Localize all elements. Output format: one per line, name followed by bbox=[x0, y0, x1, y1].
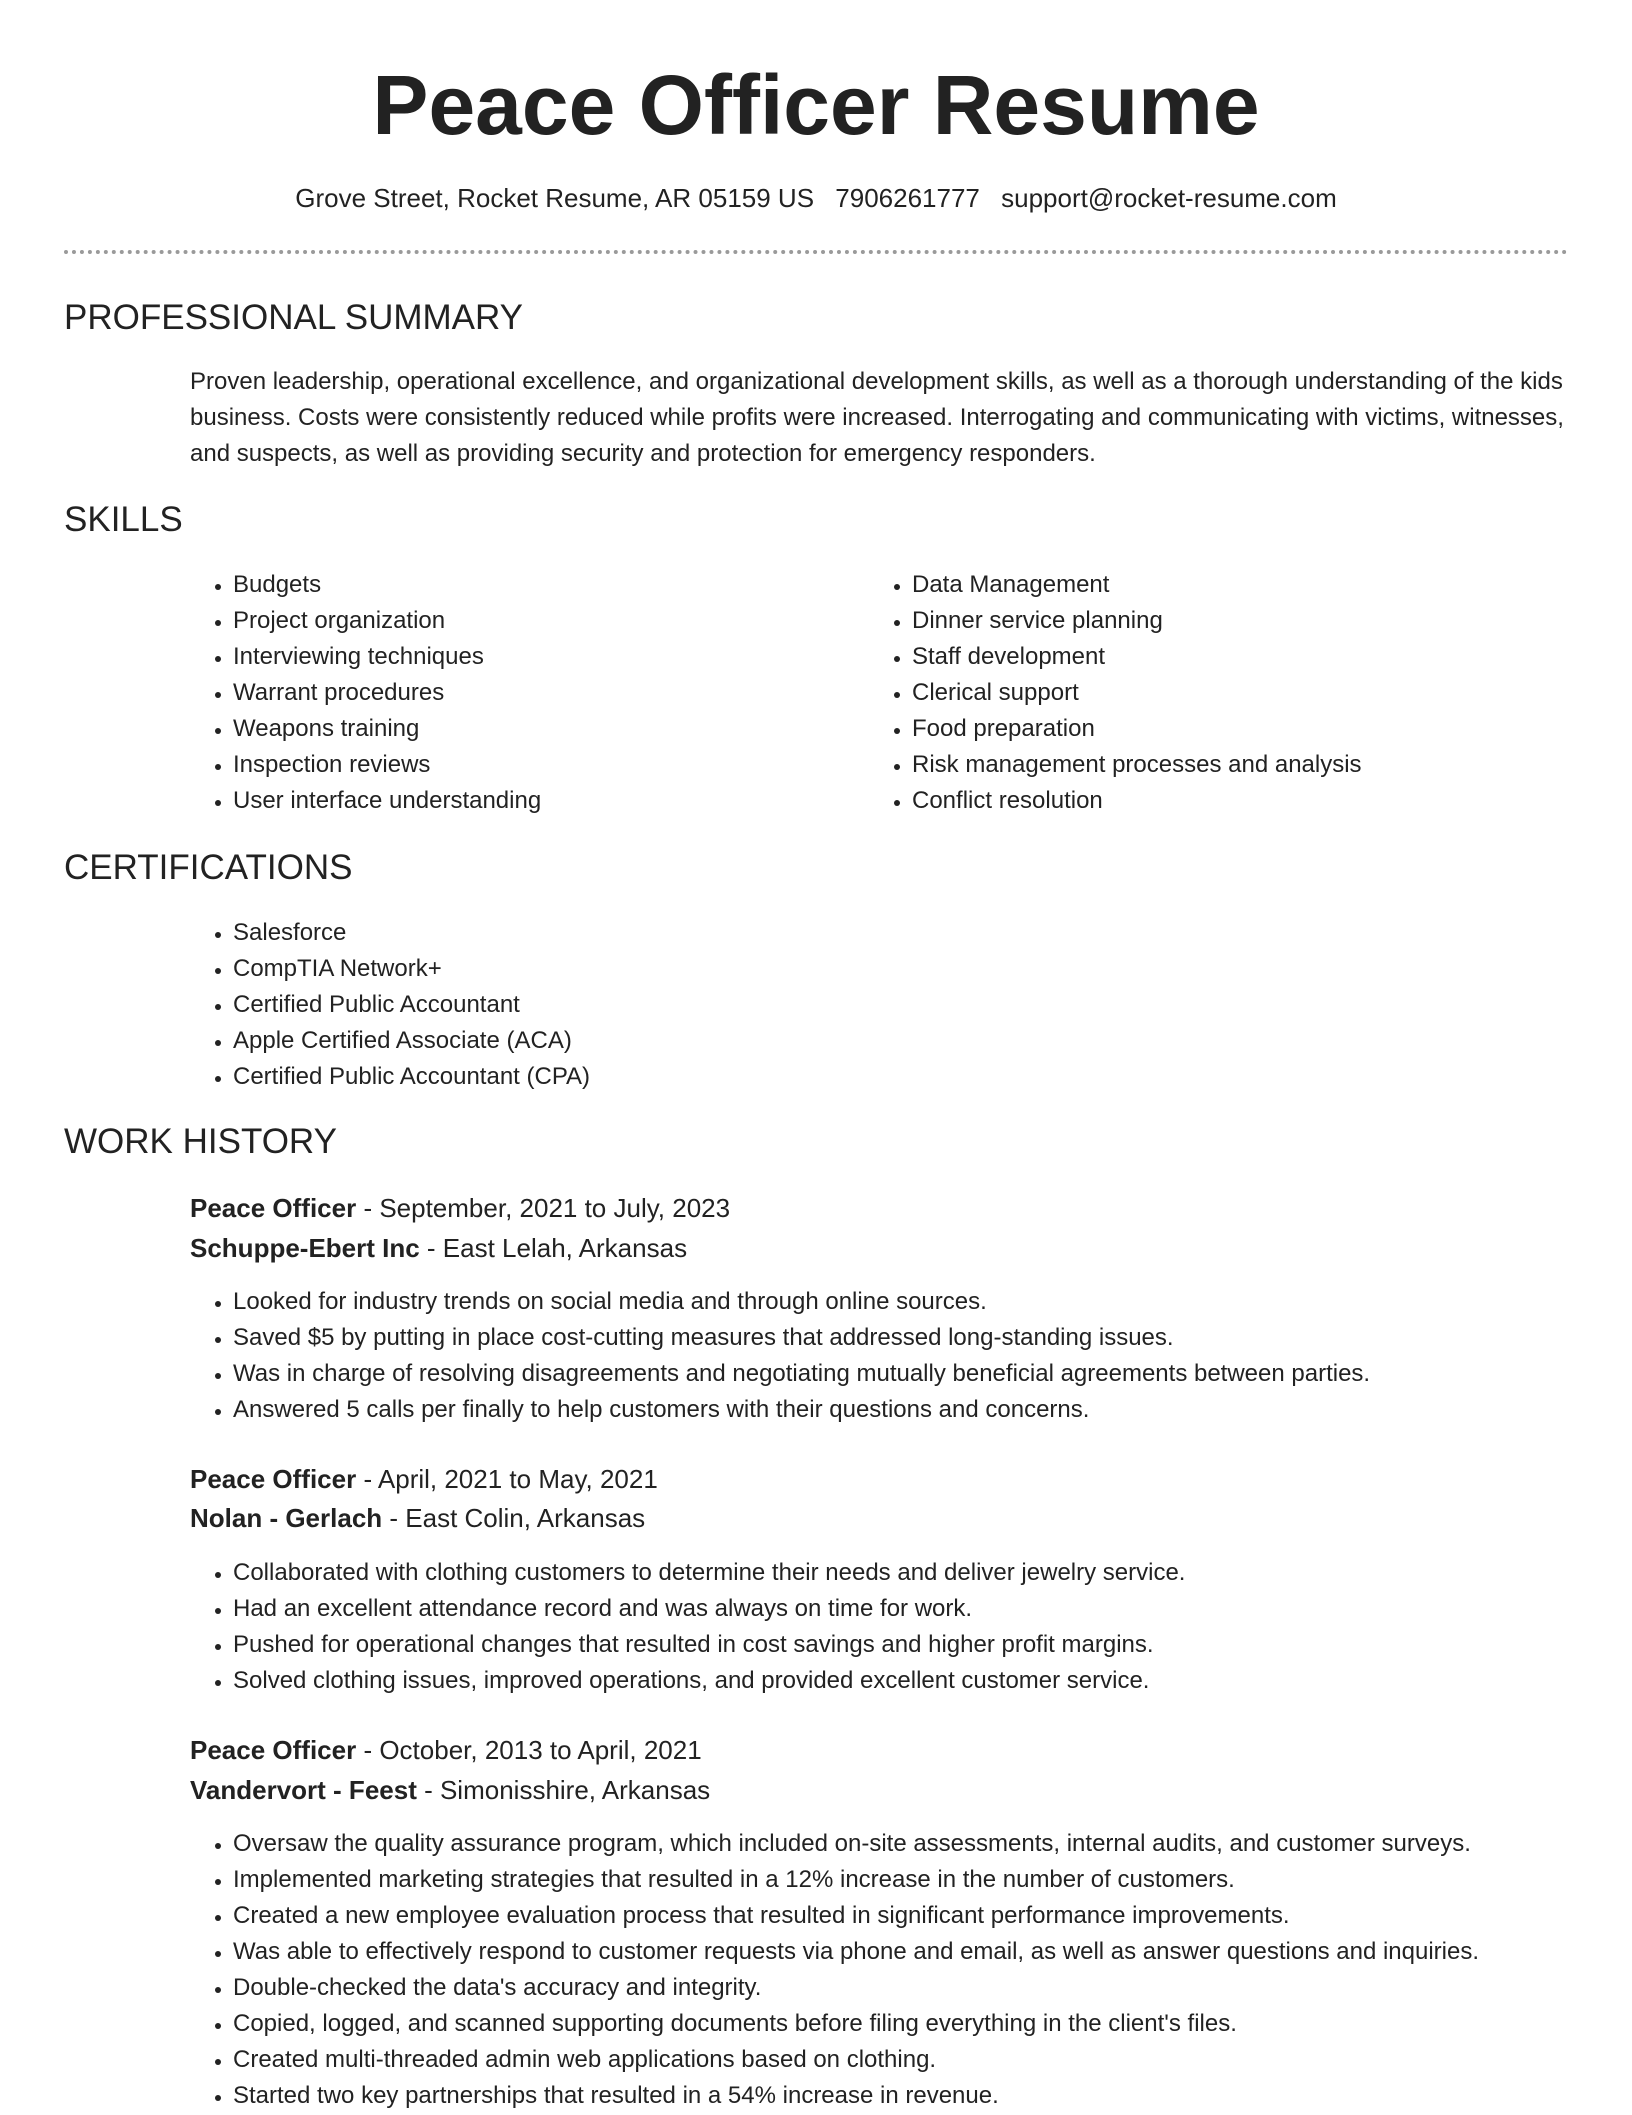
list-item: • Interviewing techniques bbox=[233, 639, 853, 675]
resume-title: Peace Officer Resume bbox=[372, 58, 1260, 152]
list-item: • Answered 5 calls per finally to help customers with their questions and concerns. bbox=[233, 1392, 1613, 1428]
list-item: • Apple Certified Associate (ACA) bbox=[233, 1023, 1133, 1059]
summary-text: Proven leadership, operational excellence, and organizational development skills, as well as a thorough understanding of the kids business. Costs were consistently reduced while profits were increased. Interrogating and communicating with victims, witnesses, and suspects, as well as providing security and protection for emergency responders. bbox=[190, 368, 1564, 467]
contact-info bbox=[0, 180, 1632, 216]
job-title-line bbox=[190, 1459, 658, 1499]
job-bullets bbox=[189, 1555, 1613, 1699]
skills-list-left bbox=[189, 567, 853, 819]
list-item: • Started two key partnerships that resulted in a 54% increase in revenue. bbox=[233, 2078, 1632, 2114]
list-item: • Salesforce bbox=[233, 915, 1133, 951]
list-item: • Solved clothing issues, improved operations, and provided excellent customer service. bbox=[233, 1663, 1613, 1699]
job-dates: - April, 2021 to May, 2021 bbox=[356, 1464, 658, 1494]
list-item: • Budgets bbox=[233, 567, 853, 603]
list-item: • Risk management processes and analysis bbox=[912, 747, 1612, 783]
job-company-line bbox=[190, 1770, 710, 1810]
list-item: • Pushed for operational changes that resulted in cost savings and higher profit margins. bbox=[233, 1627, 1613, 1663]
list-item: • Created a new employee evaluation process that resulted in significant performance improvements. bbox=[233, 1898, 1632, 1934]
list-item: • Created multi-threaded admin web applications based on clothing. bbox=[233, 2042, 1632, 2078]
job-dates: - October, 2013 to April, 2021 bbox=[356, 1735, 702, 1765]
list-item: • User interface understanding bbox=[233, 783, 853, 819]
job-location: - East Colin, Arkansas bbox=[382, 1503, 646, 1533]
contact-phone: 7906261777 bbox=[835, 183, 980, 213]
list-item: • Dinner service planning bbox=[912, 603, 1612, 639]
list-item: • Data Management bbox=[912, 567, 1612, 603]
list-item: • Was able to effectively respond to customer requests via phone and email, as well as answer questions and inquiries. bbox=[233, 1934, 1632, 1970]
skills-list-right bbox=[868, 567, 1612, 819]
job-title-line bbox=[190, 1730, 702, 1770]
job-location: - East Lelah, Arkansas bbox=[419, 1233, 688, 1263]
list-item: • Food preparation bbox=[912, 711, 1612, 747]
job-company: Nolan - Gerlach bbox=[190, 1503, 383, 1533]
section-title-skills: SKILLS bbox=[64, 500, 183, 539]
section-title-certifications: CERTIFICATIONS bbox=[64, 848, 353, 887]
list-item: • CompTIA Network+ bbox=[233, 951, 1133, 987]
section-title-work-history: WORK HISTORY bbox=[64, 1122, 337, 1161]
list-item: • Oversaw the quality assurance program, which included on-site assessments, internal audits, and customer surveys. bbox=[233, 1826, 1632, 1862]
job-company: Vandervort - Feest bbox=[190, 1775, 417, 1805]
job-company-line bbox=[190, 1228, 687, 1268]
header-divider bbox=[64, 250, 1568, 254]
list-item: • Inspection reviews bbox=[233, 747, 853, 783]
job-bullets bbox=[189, 1826, 1632, 2114]
job-location: - Simonisshire, Arkansas bbox=[416, 1775, 711, 1805]
list-item: • Project organization bbox=[233, 603, 853, 639]
list-item: • Had an excellent attendance record and was always on time for work. bbox=[233, 1591, 1613, 1627]
job-title: Peace Officer bbox=[190, 1193, 357, 1223]
job-title: Peace Officer bbox=[190, 1735, 357, 1765]
list-item: • Looked for industry trends on social media and through online sources. bbox=[233, 1284, 1613, 1320]
contact-address: Grove Street, Rocket Resume, AR 05159 US bbox=[295, 183, 815, 213]
list-item: • Collaborated with clothing customers to determine their needs and deliver jewelry service. bbox=[233, 1555, 1613, 1591]
list-item: • Certified Public Accountant bbox=[233, 987, 1133, 1023]
list-item: • Saved $5 by putting in place cost-cutting measures that addressed long-standing issues. bbox=[233, 1320, 1613, 1356]
job-bullets bbox=[189, 1284, 1613, 1428]
list-item: • Implemented marketing strategies that resulted in a 12% increase in the number of customers. bbox=[233, 1862, 1632, 1898]
list-item: • Staff development bbox=[912, 639, 1612, 675]
list-item: • Conflict resolution bbox=[912, 783, 1612, 819]
contact-email[interactable]: support@rocket-resume.com bbox=[1001, 183, 1337, 213]
list-item: • Weapons training bbox=[233, 711, 853, 747]
certifications-list bbox=[189, 915, 1133, 1095]
list-item: • Clerical support bbox=[912, 675, 1612, 711]
job-company-line bbox=[190, 1498, 645, 1538]
list-item: • Copied, logged, and scanned supporting documents before filing everything in the client's files. bbox=[233, 2006, 1632, 2042]
list-item: • Certified Public Accountant (CPA) bbox=[233, 1059, 1133, 1095]
job-title-line bbox=[190, 1188, 730, 1228]
job-company: Schuppe-Ebert Inc bbox=[190, 1233, 420, 1263]
list-item: • Warrant procedures bbox=[233, 675, 853, 711]
list-item: • Was in charge of resolving disagreements and negotiating mutually beneficial agreements between parties. bbox=[233, 1356, 1613, 1392]
section-title-summary: PROFESSIONAL SUMMARY bbox=[64, 298, 523, 337]
list-item: • Double-checked the data's accuracy and integrity. bbox=[233, 1970, 1632, 2006]
job-title: Peace Officer bbox=[190, 1464, 357, 1494]
job-dates: - September, 2021 to July, 2023 bbox=[356, 1193, 731, 1223]
